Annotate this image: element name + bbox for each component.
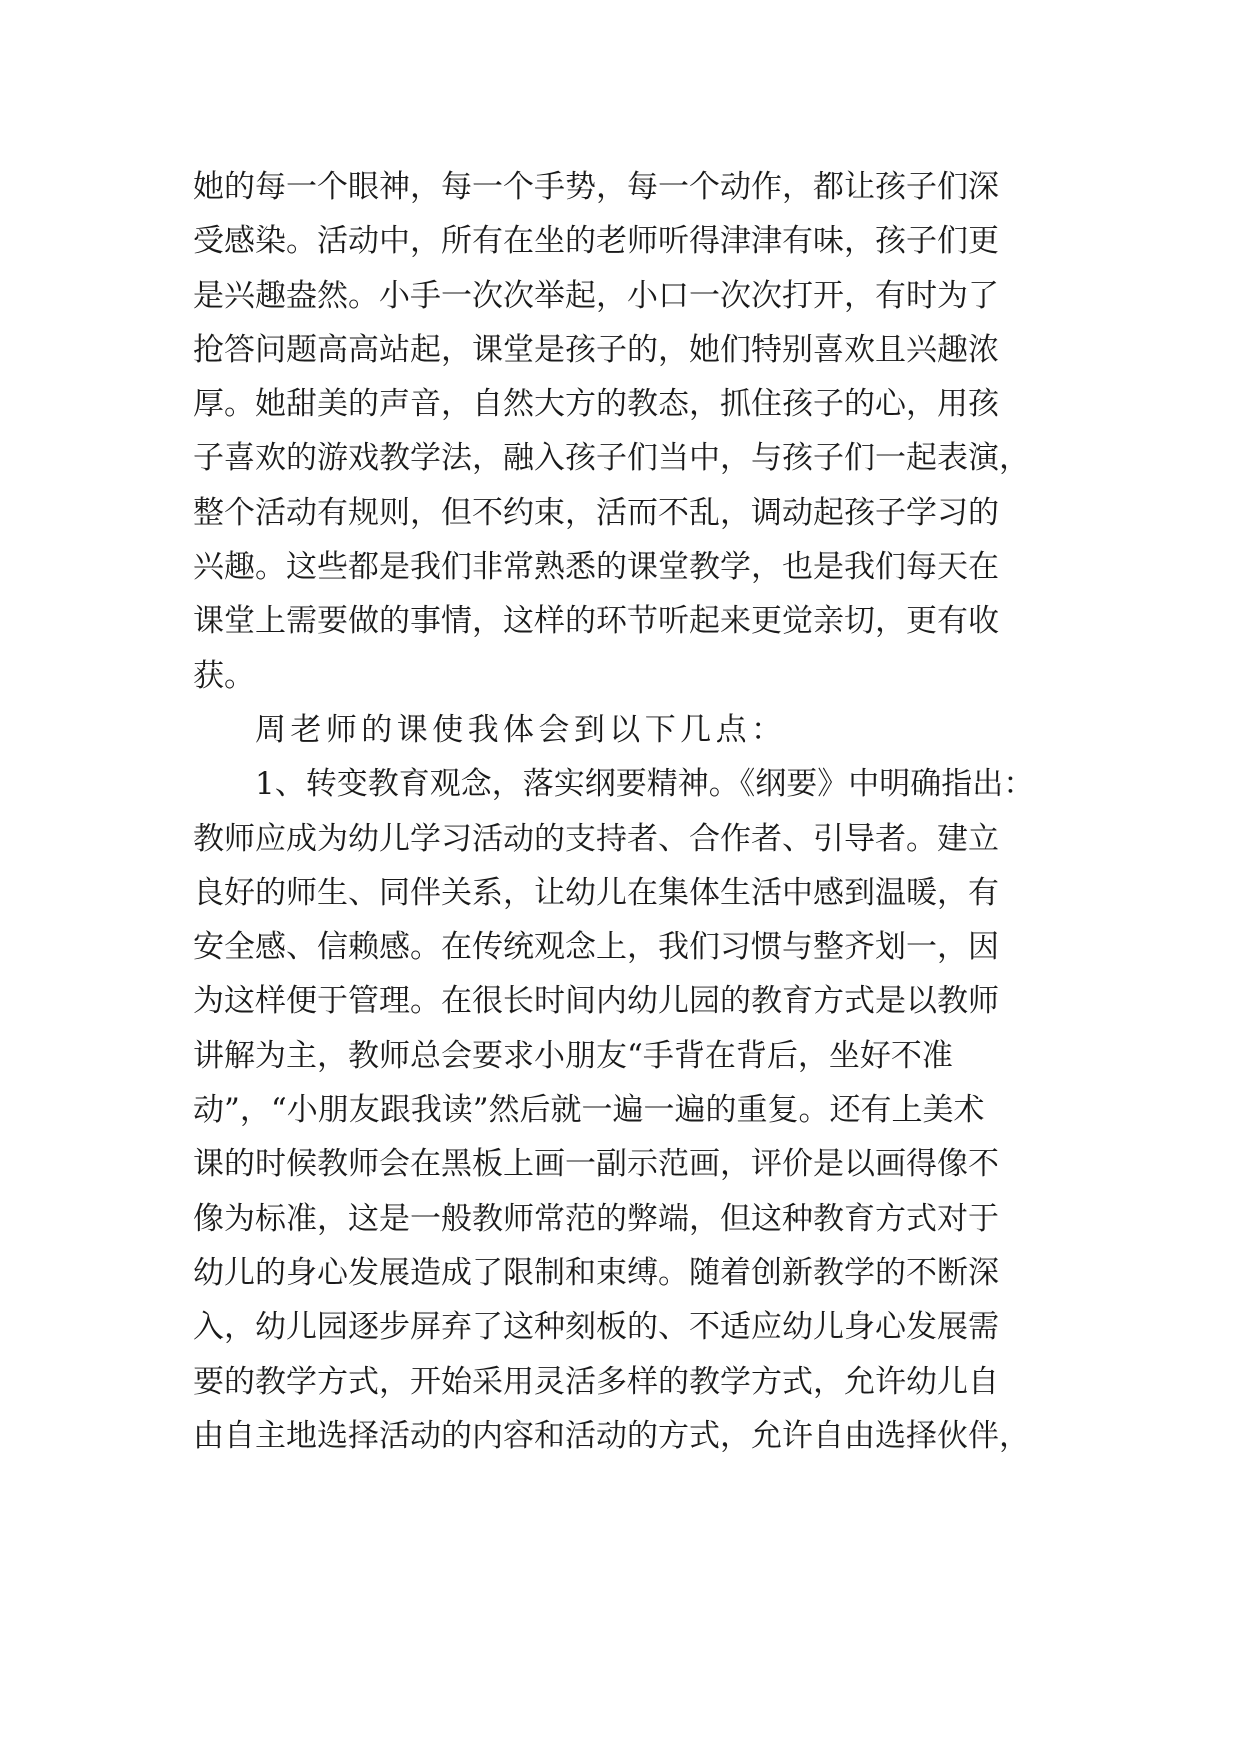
text-line: 1、转变教育观念，落实纲要精神。《纲要》中明确指出： bbox=[255, 766, 1035, 803]
paragraph-2 bbox=[193, 703, 1073, 757]
text-line: 为这样便于管理。在很长时间内幼儿园的教育方式是以教师 bbox=[193, 983, 999, 1020]
text-line: 子喜欢的游戏教学法，融入孩子们当中，与孩子们一起表演， bbox=[193, 440, 1030, 477]
text-line: 入，幼儿园逐步屏弃了这种刻板的、不适应幼儿身心发展需 bbox=[193, 1309, 999, 1346]
body-text bbox=[193, 160, 1073, 1463]
text-line: 幼儿的身心发展造成了限制和束缚。随着创新教学的不断深 bbox=[193, 1254, 999, 1291]
text-line: 厚。她甜美的声音，自然大方的教态，抓住孩子的心，用孩 bbox=[193, 386, 999, 423]
text-line: 课的时候教师会在黑板上画一副示范画，评价是以画得像不 bbox=[193, 1146, 999, 1183]
text-line: 兴趣。这些都是我们非常熟悉的课堂教学，也是我们每天在 bbox=[193, 549, 999, 586]
text-line: 由自主地选择活动的内容和活动的方式，允许自由选择伙伴， bbox=[193, 1417, 1030, 1454]
text-line: 安全感、信赖感。在传统观念上，我们习惯与整齐划一，因 bbox=[193, 929, 999, 966]
text-line: 教师应成为幼儿学习活动的支持者、合作者、引导者。建立 bbox=[193, 820, 999, 857]
text-line: 受感染。活动中，所有在坐的老师听得津津有味，孩子们更 bbox=[193, 223, 999, 260]
text-line: 要的教学方式，开始采用灵活多样的教学方式，允许幼儿自 bbox=[193, 1363, 999, 1400]
text-line: 抢答问题高高站起，课堂是孩子的，她们特别喜欢且兴趣浓 bbox=[193, 331, 999, 368]
text-line: 整个活动有规则，但不约束，活而不乱，调动起孩子学习的 bbox=[193, 494, 999, 531]
text-line: 良好的师生、同伴关系，让幼儿在集体生活中感到温暖，有 bbox=[193, 874, 999, 911]
text-line: 讲解为主，教师总会要求小朋友“手背在背后，坐好不准 bbox=[193, 1037, 953, 1074]
text-line: 周老师的课使我体会到以下几点： bbox=[255, 711, 787, 748]
text-line: 像为标准，这是一般教师常范的弊端，但这种教育方式对于 bbox=[193, 1200, 999, 1237]
text-line: 课堂上需要做的事情，这样的环节听起来更觉亲切，更有收 bbox=[193, 603, 999, 640]
text-line: 是兴趣盎然。小手一次次举起，小口一次次打开，有时为了 bbox=[193, 277, 999, 314]
paragraph-1 bbox=[193, 160, 1073, 703]
text-line: 她的每一个眼神，每一个手势，每一个动作，都让孩子们深 bbox=[193, 169, 999, 205]
text-line: 动”，“小朋友跟我读”然后就一遍一遍的重复。还有上美术 bbox=[193, 1092, 985, 1129]
paragraph-3 bbox=[193, 757, 1073, 1463]
text-line: 获。 bbox=[193, 657, 255, 694]
